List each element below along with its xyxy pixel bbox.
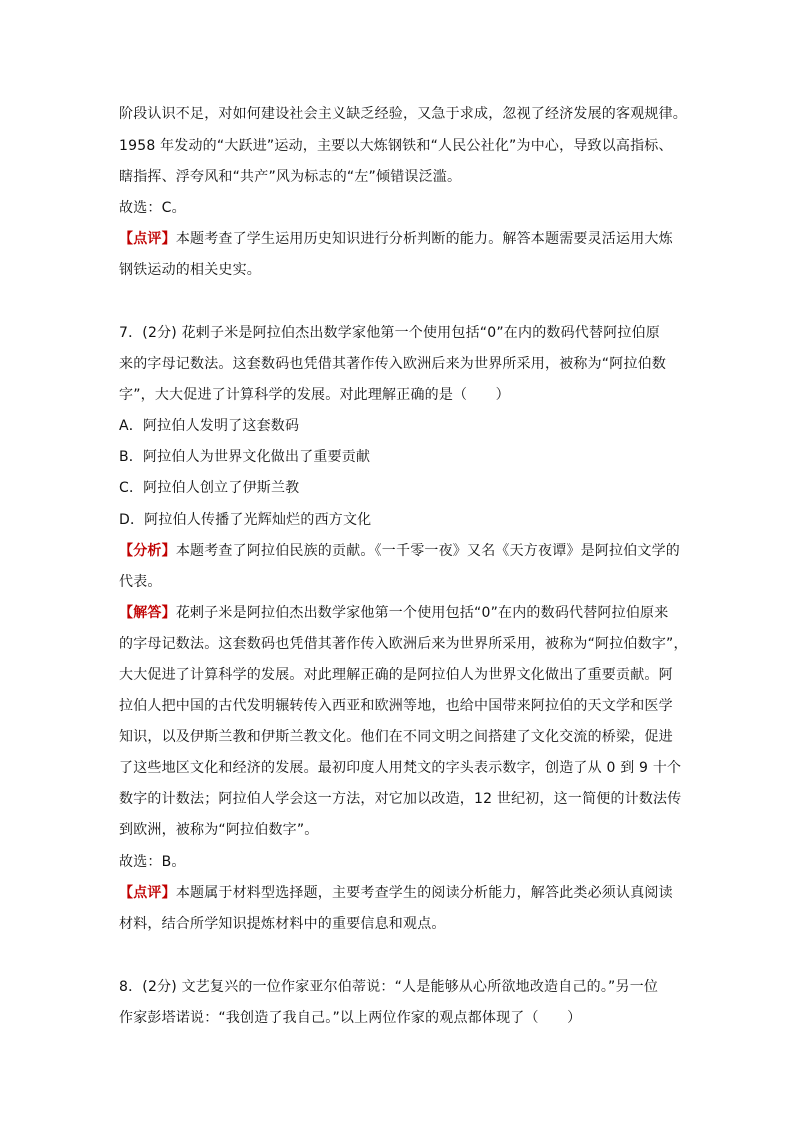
q7-comment-line: 材料，结合所学知识提炼材料中的重要信息和观点。 [119, 916, 446, 932]
prev-text-line: 瞎指挥、浮夸风和“共产”风为标志的“左”倾错误泛滥。 [119, 169, 462, 185]
q7-solution-line: 数字的计数法；阿拉伯人学会这一方法，对它加以改造，12 世纪初，这一简便的计数法传 [119, 791, 682, 807]
comment-text: 本题属于材料型选择题，主要考查学生的阅读分析能力，解答此类必须认真阅读 [175, 885, 673, 901]
q7-stem-line: 来的字母记数法。这套数码也凭借其著作传入欧洲后来为世界所采用，被称为“阿拉伯数 [119, 356, 667, 372]
solution-tag: 【解答】 [119, 605, 176, 621]
q8-stem-line: 8．(2分) 文艺复兴的一位作家亚尔伯蒂说：“人是能够从心所欲地改造自己的。”另一位 [119, 979, 659, 995]
comment-text: 本题考查了学生运用历史知识进行分析判断的能力。解答本题需要灵活运用大炼 [175, 231, 673, 247]
q7-solution-line: 大大促进了计算科学的发展。对此理解正确的是阿拉伯人为世界文化做出了重要贡献。阿 [119, 667, 673, 683]
q7-option-d: D．阿拉伯人传播了光辉灿烂的西方文化 [119, 512, 372, 528]
q7-stem-line: 7．(2分) 花剌子米是阿拉伯杰出数学家他第一个使用包括“0”在内的数码代替阿拉伯原 [119, 325, 660, 341]
prev-comment [119, 229, 699, 249]
q7-stem-line: 字”，大大促进了计算科学的发展。对此理解正确的是（ ） [119, 387, 510, 403]
q8-stem-line: 作家彭塔诺说：“我创造了我自己。”以上两位作家的观点都体现了（ ） [119, 1010, 582, 1026]
q7-option-a: A．阿拉伯人发明了这套数码 [119, 418, 300, 434]
comment-tag: 【点评】 [119, 885, 176, 901]
q7-solution [119, 603, 699, 623]
q7-comment [119, 883, 699, 903]
q7-solution-line: 到欧洲，被称为“阿拉伯数字”。 [119, 822, 319, 838]
q7-analysis [119, 541, 699, 561]
prev-text-line: 阶段认识不足，对如何建设社会主义缺乏经验，又急于求成，忽视了经济发展的客观规律。 [119, 106, 687, 122]
q7-option-b: B．阿拉伯人为世界文化做出了重要贡献 [119, 449, 371, 465]
prev-answer: 故选：C。 [119, 200, 186, 216]
q7-solution-line: 知识，以及伊斯兰教和伊斯兰教文化。他们在不同文明之间搭建了文化交流的桥梁，促进 [119, 729, 673, 745]
q7-solution-line: 了这些地区文化和经济的发展。最初印度人用梵文的字头表示数字，创造了从 0 到 9 十个 [119, 760, 682, 776]
q7-analysis-line: 代表。 [119, 574, 162, 590]
analysis-tag: 【分析】 [119, 543, 176, 559]
analysis-text: 本题考查了阿拉伯民族的贡献。《一千零一夜》又名《天方夜谭》是阿拉伯文学的 [175, 543, 681, 559]
solution-text: 花剌子米是阿拉伯杰出数学家他第一个使用包括“0”在内的数码代替阿拉伯原来 [175, 605, 669, 621]
q7-solution-line: 的字母记数法。这套数码也凭借其著作传入欧洲后来为世界所采用，被称为“阿拉伯数字”， [119, 636, 688, 652]
q7-option-c: C．阿拉伯人创立了伊斯兰教 [119, 480, 300, 496]
prev-text-line: 1958 年发动的“大跃进”运动，主要以大炼钢铁和“人民公社化”为中心，导致以高指标、 [119, 138, 673, 154]
prev-comment-line: 钢铁运动的相关史实。 [119, 262, 261, 278]
comment-tag: 【点评】 [119, 231, 176, 247]
q7-answer: 故选：B。 [119, 854, 186, 870]
q7-solution-line: 拉伯人把中国的古代发明辗转传入西亚和欧洲等地，也给中国带来阿拉伯的天文学和医学 [119, 698, 673, 714]
